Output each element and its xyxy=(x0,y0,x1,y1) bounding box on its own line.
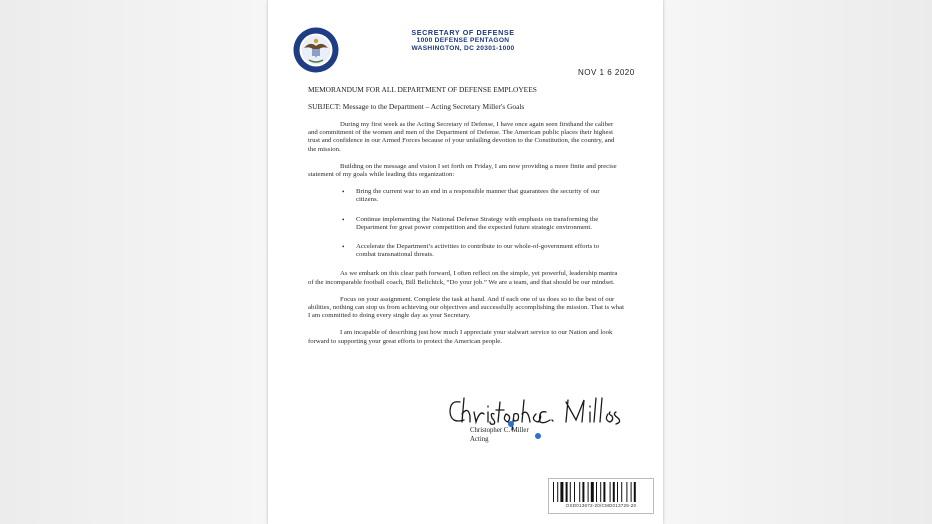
blue-marker-dot xyxy=(535,433,541,439)
background-right xyxy=(663,0,932,524)
barcode-bar xyxy=(570,482,571,502)
barcode-bar xyxy=(596,482,597,502)
barcode-bar xyxy=(566,482,568,502)
letterhead-title: SECRETARY OF DEFENSE xyxy=(411,28,515,37)
signer-name: Christopher C. Miller xyxy=(470,427,529,434)
barcode-bar xyxy=(560,482,563,502)
goal-text: Accelerate the Department’s activities to contribute to our whole-of-government efforts to combat transnational threats. xyxy=(356,243,600,259)
barcode-bar xyxy=(634,482,636,502)
barcode-bar xyxy=(591,482,594,502)
blue-marker-dot xyxy=(508,421,514,427)
signature-block xyxy=(470,426,529,444)
barcode-bar xyxy=(600,482,601,502)
barcode-bar xyxy=(557,482,558,502)
barcode-number: OSD013672-20/CMD013725-20 xyxy=(565,503,637,508)
letterhead-address-2: WASHINGTON, DC 20301-1000 xyxy=(411,45,515,52)
signer-title: Acting xyxy=(470,436,489,443)
paragraph-3: As we embark on this clear path forward, I often reflect on the simple, yet powerful, leadership mantra of the incomparable football coach, Bill Belichick, “Do your job.” We are a team, and that should be our mindset. xyxy=(308,270,618,286)
barcode-icon xyxy=(553,482,649,502)
barcode-label xyxy=(548,478,654,514)
barcode-bar xyxy=(621,482,622,502)
barcode-bar xyxy=(617,482,618,502)
letterhead xyxy=(368,29,558,53)
goal-text: Continue implementing the National Defense Strategy with emphasis on transforming the Department for great power competition and the expected future strategic environment. xyxy=(356,215,599,231)
barcode-bar xyxy=(579,482,580,502)
barcode-bar xyxy=(553,482,554,502)
barcode-bar xyxy=(613,482,615,502)
memo-date: NOV 1 6 2020 xyxy=(578,68,635,77)
barcode-bar xyxy=(610,482,611,502)
paragraph-2: Building on the message and vision I set forth on Friday, I am now providing a more finite and precise statement of my goals while leading this organization: xyxy=(308,162,617,179)
barcode-bar xyxy=(582,482,584,502)
memo-recipients: MEMORANDUM FOR ALL DEPARTMENT OF DEFENSE EMPLOYEES xyxy=(308,85,537,94)
goal-list-item xyxy=(342,243,618,259)
barcode-bar xyxy=(631,482,632,502)
memo-subject: SUBJECT: Message to the Department – Acting Secretary Miller's Goals xyxy=(308,102,525,111)
barcode-bar xyxy=(603,482,605,502)
paragraph-4: Focus on your assignment. Complete the task at hand. And if each one of us does so to the best of our abilities, nothing can stop us from achieving our objectives and successfully accomplishing the mission. That is what I am committed to doing every single day as your Secretary. xyxy=(308,295,624,320)
goal-text: Bring the current war to an end in a responsible manner that guarantees the security of our citizens. xyxy=(356,188,600,204)
barcode-bar xyxy=(574,482,575,502)
memo-body xyxy=(308,121,624,355)
bullet-icon: • xyxy=(342,215,345,224)
goal-list-item xyxy=(342,188,618,204)
department-of-defense-seal-icon xyxy=(293,27,339,73)
letterhead-address-1: 1000 DEFENSE PENTAGON xyxy=(416,37,510,44)
paragraph-5: I am incapable of describing just how much I appreciate your stalwart service to our Nation and look forward to supporting your great efforts to protect the American people. xyxy=(308,329,613,345)
paragraph-1: During my first week as the Acting Secretary of Defense, I have once again seen firsthand the caliber and commitment of the women and men of the Department of Defense. The American public places their highest trust and confidence in our Armed Forces because of your unfailing devotion to the Constitution, the country, and the mission. xyxy=(308,121,615,153)
goals-list xyxy=(308,188,624,259)
background-left xyxy=(0,0,268,524)
barcode-bar xyxy=(626,482,627,502)
bullet-icon: • xyxy=(342,243,345,252)
goal-list-item xyxy=(342,215,618,232)
memo-page xyxy=(268,0,663,524)
bullet-icon: • xyxy=(342,188,345,197)
barcode-bar xyxy=(588,482,589,502)
